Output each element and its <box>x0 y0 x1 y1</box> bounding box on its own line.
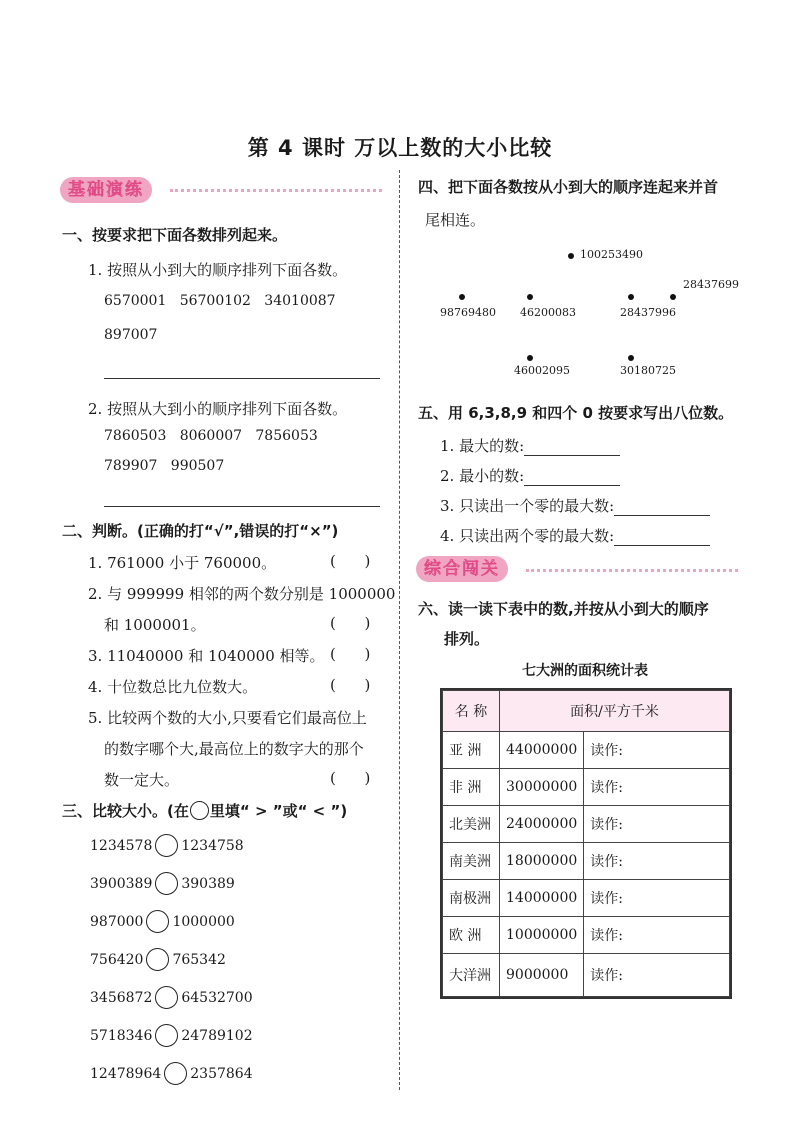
q1-sub2-numbers-row2: 789907 990507 <box>104 458 225 474</box>
row-area: 30000000 <box>500 769 584 806</box>
point-dot[interactable] <box>670 294 676 300</box>
q2-answer-paren-1[interactable]: ( ) <box>330 552 371 570</box>
point-label: 46200083 <box>520 306 576 319</box>
q1-sub2-answer-line[interactable] <box>104 506 380 507</box>
row-name: 大洋洲 <box>443 954 500 997</box>
compare-answer-circle[interactable] <box>146 948 169 971</box>
dotted-rule <box>170 189 382 192</box>
row-name: 非 洲 <box>443 769 500 806</box>
compare-answer-circle[interactable] <box>155 1024 178 1047</box>
table-row <box>443 806 730 843</box>
q5-answer-blank[interactable] <box>614 545 710 546</box>
row-read[interactable]: 读作: <box>584 843 730 880</box>
q5-item-3 <box>440 495 710 516</box>
q5-answer-blank[interactable] <box>524 485 620 486</box>
q1-sub2-text: 2. 按照从大到小的顺序排列下面各数。 <box>88 400 348 418</box>
compare-right: 24789102 <box>181 1027 253 1044</box>
point-label: 28437996 <box>620 306 676 319</box>
q2-item-2-cont: 和 1000001。 <box>104 616 206 634</box>
q3-heading <box>62 800 347 821</box>
q6-heading-line1: 六、读一读下表中的数,并按从小到大的顺序 <box>418 600 709 618</box>
compare-left: 987000 <box>90 913 144 930</box>
compare-left: 5718346 <box>90 1027 153 1044</box>
row-read[interactable]: 读作: <box>584 917 730 954</box>
row-name: 亚 洲 <box>443 732 500 769</box>
row-read[interactable]: 读作: <box>584 806 730 843</box>
compare-answer-circle[interactable] <box>155 834 178 857</box>
q1-sub2-numbers-row1: 7860503 8060007 7856053 <box>104 428 318 444</box>
q5-answer-blank[interactable] <box>524 455 620 456</box>
compare-answer-circle[interactable] <box>155 872 178 895</box>
point-dot[interactable] <box>527 355 533 361</box>
row-read[interactable]: 读作: <box>584 769 730 806</box>
area-table <box>442 690 730 997</box>
compare-left: 3456872 <box>90 989 153 1006</box>
compare-right: 2357864 <box>190 1065 253 1082</box>
compare-left: 12478964 <box>90 1065 162 1082</box>
row-area: 9000000 <box>500 954 584 997</box>
row-area: 44000000 <box>500 732 584 769</box>
q5-answer-blank[interactable] <box>614 515 710 516</box>
table-row <box>443 917 730 954</box>
row-name: 北美洲 <box>443 806 500 843</box>
q5-item-label: 2. 最小的数: <box>440 467 525 485</box>
point-dot[interactable] <box>628 294 634 300</box>
point-label: 28437699 <box>683 278 739 291</box>
q5-item-label: 3. 只读出一个零的最大数: <box>440 497 615 515</box>
point-label: 46002095 <box>514 364 570 377</box>
point-label: 30180725 <box>620 364 676 377</box>
q2-item-5-cont1: 的数字哪个大,最高位上的数字大的那个 <box>104 740 364 758</box>
q5-item-2 <box>440 465 620 486</box>
point-dot[interactable] <box>459 294 465 300</box>
row-area: 24000000 <box>500 806 584 843</box>
compare-right: 64532700 <box>181 989 253 1006</box>
row-name: 欧 洲 <box>443 917 500 954</box>
q1-sub1-answer-line[interactable] <box>104 378 380 379</box>
q2-heading: 二、判断。(正确的打“√”,错误的打“×”) <box>62 522 339 540</box>
row-read[interactable]: 读作: <box>584 954 730 997</box>
table-title: 七大洲的面积统计表 <box>522 663 648 679</box>
circle-icon <box>190 801 209 820</box>
compare-row-6 <box>90 1024 253 1047</box>
compare-left: 3900389 <box>90 875 153 892</box>
table-row <box>443 732 730 769</box>
point-dot[interactable] <box>527 294 533 300</box>
page-title: 第 4 课时 万以上数的大小比较 <box>247 136 553 160</box>
q2-answer-paren-5[interactable]: ( ) <box>330 769 371 787</box>
compare-row-3 <box>90 910 235 933</box>
q3-heading-part-b: 里填“ > ”或“ < ”) <box>209 802 348 820</box>
compare-row-7 <box>90 1062 253 1085</box>
q1-sub1-text: 1. 按照从小到大的顺序排列下面各数。 <box>88 261 348 279</box>
row-read[interactable]: 读作: <box>584 732 730 769</box>
point-label: 100253490 <box>580 248 643 261</box>
column-divider <box>399 170 400 1090</box>
q2-item-2: 2. 与 999999 相邻的两个数分别是 1000000 <box>88 585 396 603</box>
q5-item-label: 4. 只读出两个零的最大数: <box>440 527 615 545</box>
table-row <box>443 843 730 880</box>
table-header-row <box>443 691 730 732</box>
compare-answer-circle[interactable] <box>155 986 178 1009</box>
q2-answer-paren-2[interactable]: ( ) <box>330 614 371 632</box>
q2-item-5-cont2: 数一定大。 <box>104 771 180 789</box>
compare-row-4 <box>90 948 226 971</box>
row-name: 南极洲 <box>443 880 500 917</box>
q4-heading-line2: 尾相连。 <box>425 211 486 229</box>
q2-item-5: 5. 比较两个数的大小,只要看它们最高位上 <box>88 709 367 727</box>
q1-heading: 一、按要求把下面各数排列起来。 <box>62 226 288 244</box>
row-area: 10000000 <box>500 917 584 954</box>
point-dot[interactable] <box>568 253 574 259</box>
q1-sub1-numbers-row2: 897007 <box>104 327 158 343</box>
q2-item-1: 1. 761000 小于 760000。 <box>88 554 277 572</box>
header-name: 名 称 <box>443 691 500 732</box>
row-area: 18000000 <box>500 843 584 880</box>
compare-answer-circle[interactable] <box>146 910 169 933</box>
point-label: 98769480 <box>440 306 496 319</box>
compare-right: 390389 <box>181 875 235 892</box>
header-area: 面积/平方千米 <box>500 691 730 732</box>
basic-practice-badge: 基础演练 <box>60 177 152 203</box>
area-table-frame <box>440 688 732 999</box>
q6-heading-line2: 排列。 <box>444 630 490 648</box>
q2-answer-paren-4[interactable]: ( ) <box>330 676 371 694</box>
compare-left: 756420 <box>90 951 144 968</box>
compare-row-1 <box>90 834 244 857</box>
compare-row-5 <box>90 986 253 1009</box>
comprehensive-badge: 综合闯关 <box>416 556 508 582</box>
compare-right: 765342 <box>172 951 226 968</box>
compare-left: 1234578 <box>90 837 153 854</box>
row-read[interactable]: 读作: <box>584 880 730 917</box>
compare-answer-circle[interactable] <box>164 1062 187 1085</box>
q2-item-4: 4. 十位数总比九位数大。 <box>88 678 258 696</box>
dotted-rule <box>526 569 738 572</box>
q3-heading-part-a: 三、比较大小。(在 <box>62 802 189 820</box>
row-name: 南美洲 <box>443 843 500 880</box>
table-row <box>443 880 730 917</box>
q5-item-4 <box>440 525 710 546</box>
compare-right: 1000000 <box>172 913 235 930</box>
q2-item-3: 3. 11040000 和 1040000 相等。 <box>88 647 325 665</box>
compare-row-2 <box>90 872 235 895</box>
point-dot[interactable] <box>628 355 634 361</box>
q5-heading: 五、用 6,3,8,9 和四个 0 按要求写出八位数。 <box>418 404 734 422</box>
table-row <box>443 769 730 806</box>
q5-item-label: 1. 最大的数: <box>440 437 525 455</box>
q5-item-1 <box>440 435 620 456</box>
q2-answer-paren-3[interactable]: ( ) <box>330 645 371 663</box>
q1-sub1-numbers-row1: 6570001 56700102 34010087 <box>104 293 336 309</box>
row-area: 14000000 <box>500 880 584 917</box>
q4-heading-line1: 四、把下面各数按从小到大的顺序连起来并首 <box>418 178 719 196</box>
table-row <box>443 954 730 997</box>
compare-right: 1234758 <box>181 837 244 854</box>
